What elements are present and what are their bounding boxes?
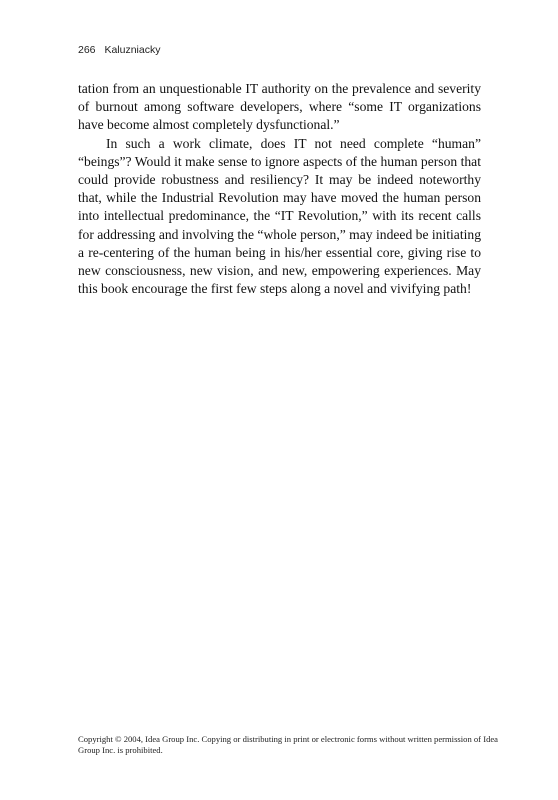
running-head [78, 44, 160, 56]
paragraph-work-climate: In such a work climate, does IT not need complete “human” “beings”? Would it make sense to ignore aspects of the human person that could provide robustness and resiliency? It may be indeed noteworthy that, while the Industrial Revolution may have moved the human person into intellectual predominance, the “IT Revolution,” with its recent calls for addressing and involving the “whole person,” may indeed be initiating a re-centering of the human being in his/her essential core, giving rise to new consciousness, new vision, and new, empowering experiences. May this book encourage the first few steps along a novel and vivifying path! [78, 135, 481, 297]
paragraph-continuation: tation from an unquestionable IT authority on the prevalence and severity of burnout among software developers, where “some IT organizations have become almost completely dysfunctional.” [78, 81, 481, 133]
page-number: 266 [78, 44, 96, 56]
running-title: Kaluzniacky [104, 44, 161, 56]
copyright-notice: Copyright © 2004, Idea Group Inc. Copying or distributing in print or electronic forms without written permission of Idea Group Inc. is prohibited. [78, 734, 498, 755]
body-text [78, 80, 481, 298]
